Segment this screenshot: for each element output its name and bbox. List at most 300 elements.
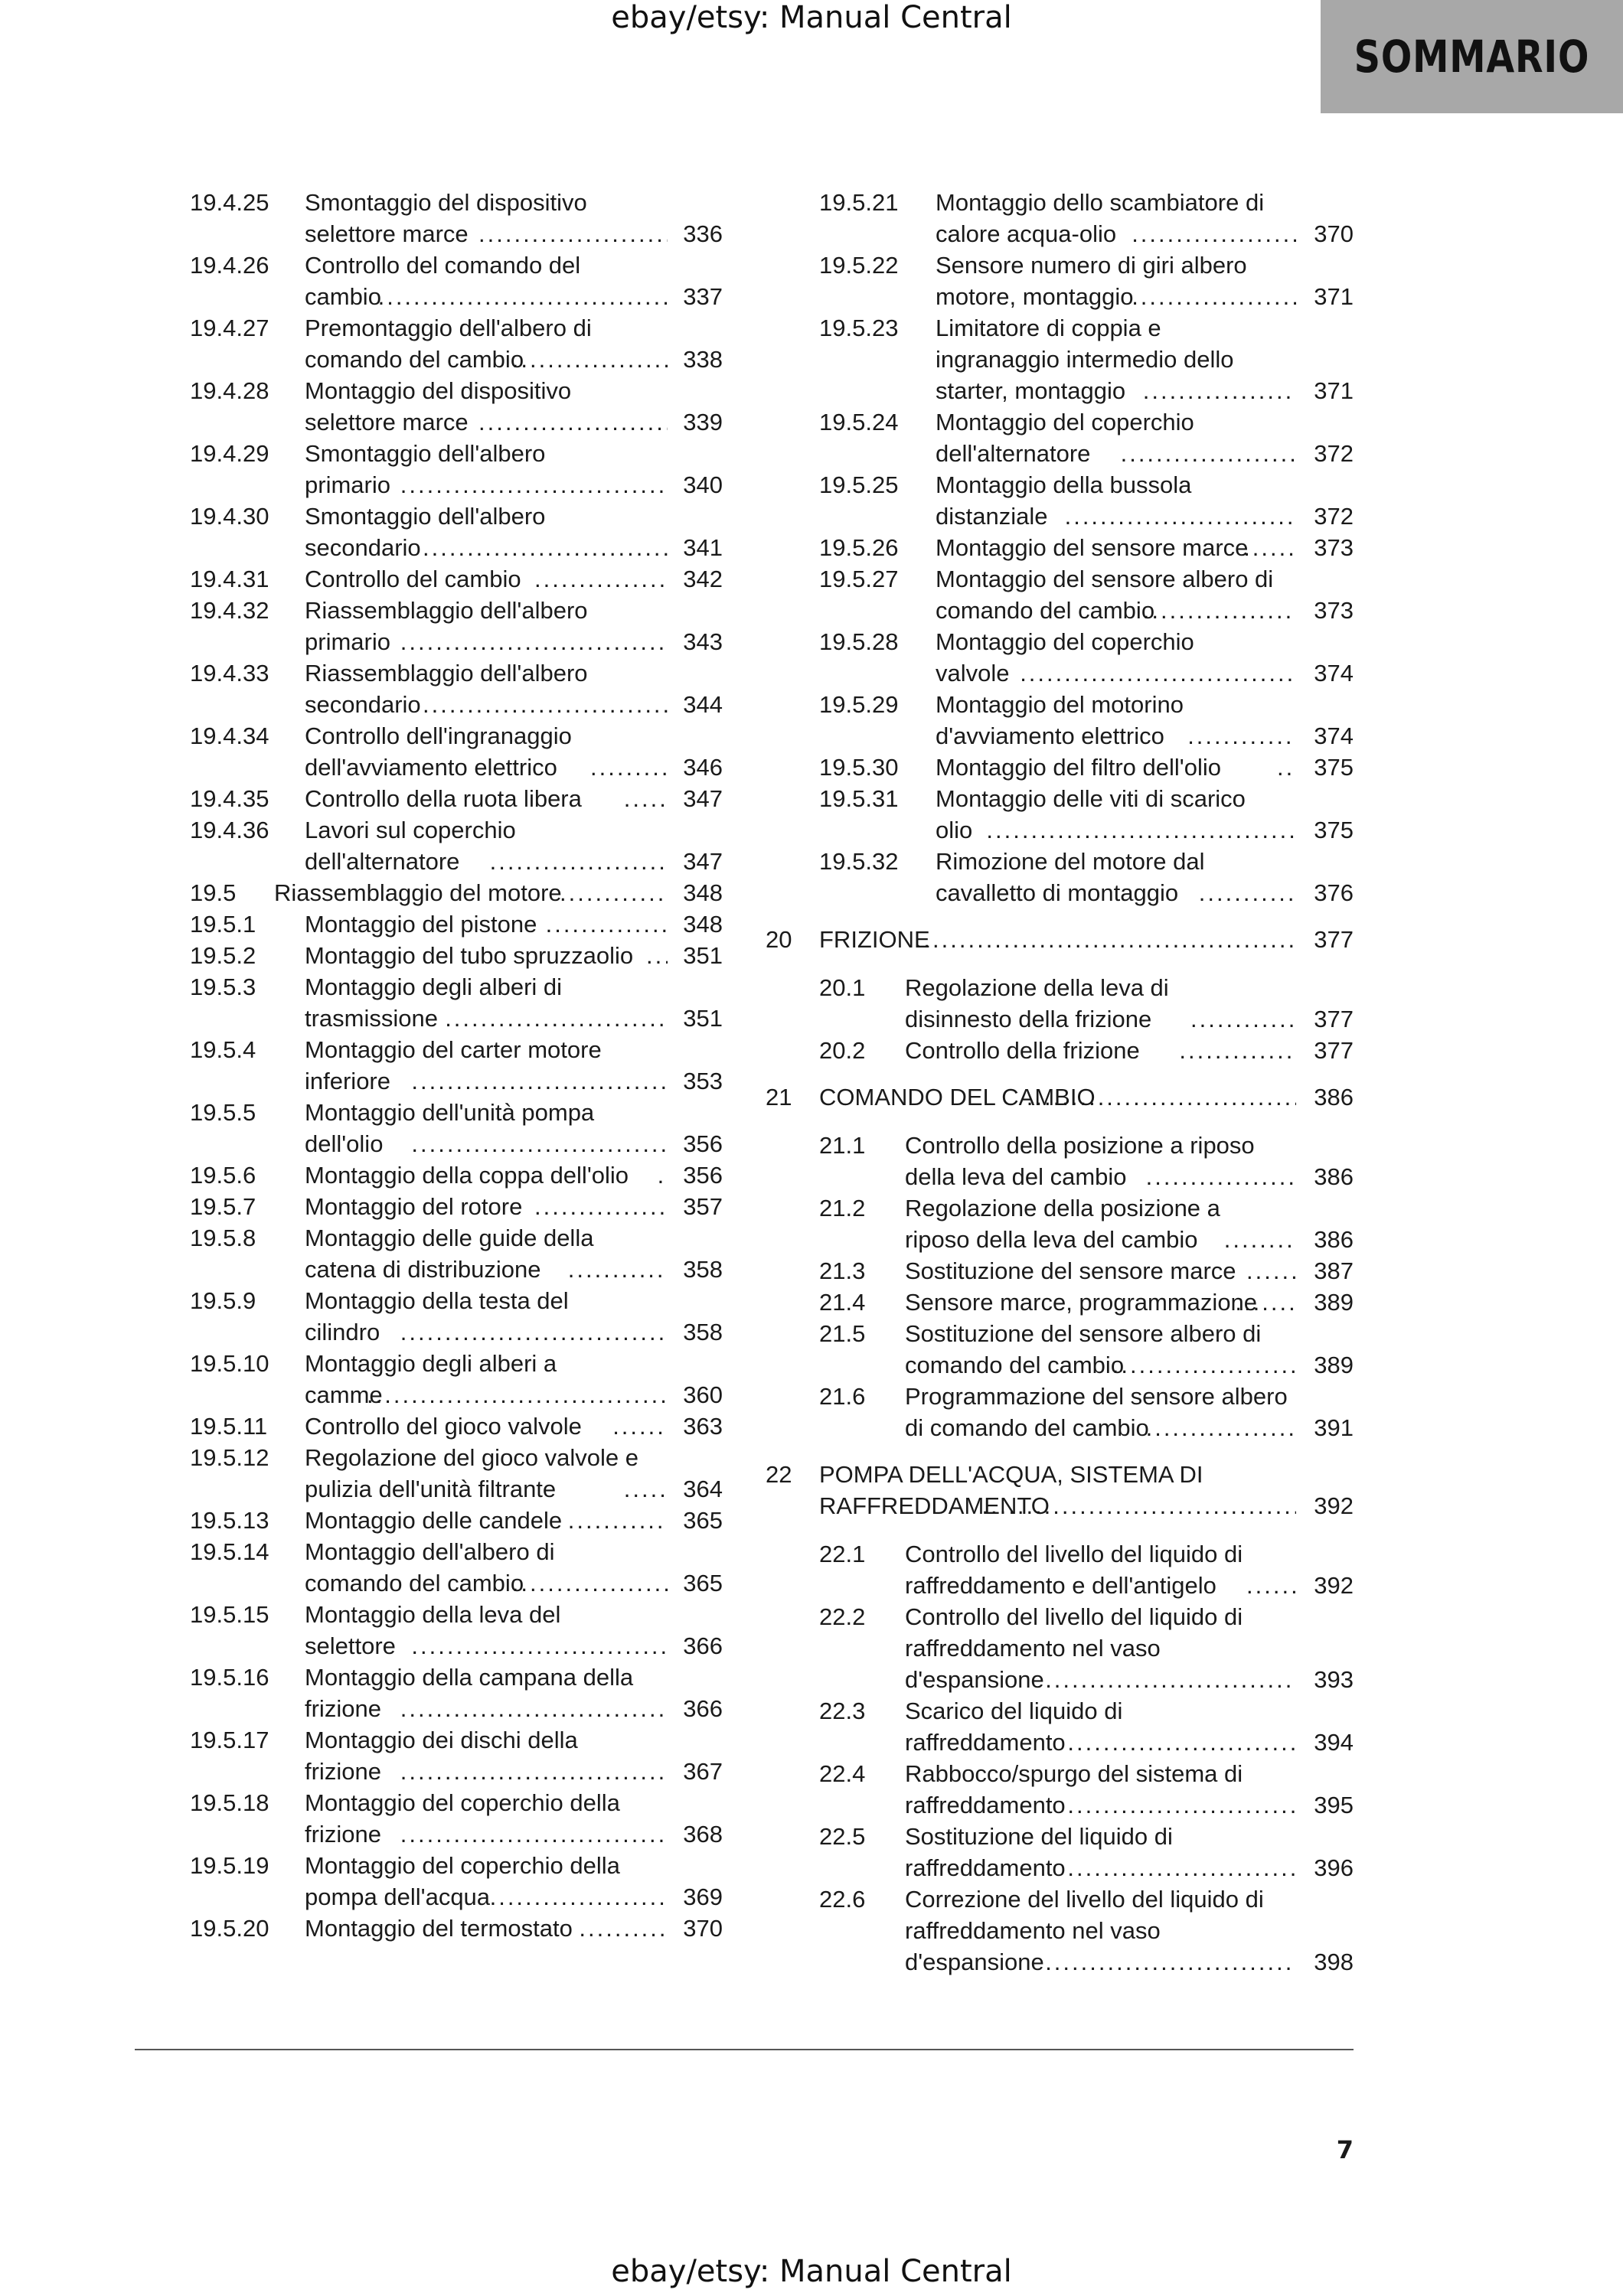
toc-page-number: 374	[1314, 660, 1354, 687]
toc-leader-dots	[1190, 1004, 1296, 1035]
toc-entry-title: raffreddamento e dell'antigelo	[905, 1572, 1216, 1599]
toc-entry-title: Sostituzione del liquido di	[905, 1823, 1173, 1850]
toc-leader-dots	[400, 627, 668, 657]
toc-entry-number: 19.5.29	[819, 691, 899, 718]
toc-entry-title: Montaggio dei dischi della	[305, 1727, 578, 1753]
toc-leader-dots	[1246, 1570, 1296, 1601]
watermark-bottom: ebay/etsy: Manual Central	[611, 2254, 1012, 2289]
toc-entry-number: 19.4.30	[190, 503, 269, 530]
toc-page-number: 366	[683, 1632, 723, 1659]
toc-entry-title: Sostituzione del sensore marce	[905, 1257, 1236, 1284]
toc-leader-dots	[1199, 878, 1296, 908]
toc-entry-title: Regolazione della leva di	[905, 974, 1169, 1001]
toc-entry-number: 21.1	[819, 1132, 866, 1159]
toc-entry-title: cilindro	[305, 1319, 380, 1345]
toc-leader-dots	[1020, 658, 1296, 689]
toc-entry-title: dell'avviamento elettrico	[305, 754, 557, 781]
toc-entry-number: 19.5.17	[190, 1727, 269, 1753]
toc-page-number: 377	[1314, 1037, 1354, 1064]
toc-leader-dots	[445, 1003, 668, 1034]
toc-leader-dots	[1067, 1853, 1296, 1883]
section-title: SOMMARIO	[1354, 31, 1590, 83]
toc-leader-dots	[981, 1491, 1296, 1521]
toc-entry-title: Correzione del livello del liquido di	[905, 1886, 1264, 1913]
toc-leader-dots	[490, 1882, 668, 1913]
toc-entry-number: 19.5.20	[190, 1915, 269, 1942]
toc-entry-number: 19.4.36	[190, 817, 269, 843]
toc-entry-number: 19.4.28	[190, 377, 269, 404]
toc-leader-dots	[568, 1254, 668, 1285]
toc-page-number: 398	[1314, 1949, 1354, 1975]
toc-page-number: 396	[1314, 1854, 1354, 1881]
toc-entry-number: 19.5.13	[190, 1507, 269, 1534]
toc-page-number: 373	[1314, 597, 1354, 624]
toc-entry-title: frizione	[305, 1695, 381, 1722]
toc-entry-title: POMPA DELL'ACQUA, SISTEMA DI	[819, 1461, 1203, 1488]
toc-entry-number: 19.5.24	[819, 409, 899, 435]
toc-entry-number: 19.5.25	[819, 471, 899, 498]
toc-page-number: 373	[1314, 534, 1354, 561]
toc-entry-title: raffreddamento nel vaso	[905, 1635, 1161, 1662]
toc-leader-dots	[1045, 1665, 1296, 1695]
toc-entry-number: 19.5.10	[190, 1350, 269, 1377]
toc-leader-dots	[658, 1160, 668, 1191]
page-number: 7	[1336, 2135, 1354, 2164]
toc-leader-dots	[1067, 1727, 1296, 1758]
toc-entry-title: pulizia dell'unità filtrante	[305, 1476, 557, 1502]
toc-entry-number: 19.4.25	[190, 189, 269, 216]
toc-leader-dots	[568, 1505, 668, 1536]
toc-entry-number: 19.4.33	[190, 660, 269, 687]
toc-entry-title: primario	[305, 628, 390, 655]
toc-page-number: 367	[683, 1758, 723, 1785]
toc-entry-title: Montaggio del coperchio della	[305, 1852, 620, 1879]
toc-leader-dots	[646, 941, 668, 971]
toc-entry-title: Montaggio del sensore marce	[936, 534, 1249, 561]
toc-leader-dots	[1246, 1256, 1296, 1287]
toc-entry-title: Montaggio delle candele	[305, 1507, 563, 1534]
toc-entry-title: Rimozione del motore dal	[936, 848, 1205, 875]
toc-entry-number: 19.5.31	[819, 785, 899, 812]
toc-entry-number: 21	[766, 1084, 792, 1110]
toc-entry-title: Smontaggio dell'albero	[305, 503, 546, 530]
toc-page-number: 369	[683, 1883, 723, 1910]
toc-page-number: 377	[1314, 926, 1354, 953]
toc-entry-title: raffreddamento	[905, 1854, 1066, 1881]
toc-entry-title: Montaggio del coperchio	[936, 628, 1194, 655]
toc-leader-dots	[1179, 1035, 1296, 1066]
toc-page-number: 348	[683, 911, 723, 938]
toc-entry-number: 21.5	[819, 1320, 866, 1347]
toc-entry-number: 22.5	[819, 1823, 866, 1850]
toc-leader-dots	[411, 1631, 668, 1662]
toc-leader-dots	[1132, 219, 1296, 249]
toc-leader-dots	[400, 470, 668, 501]
toc-entry-title: Montaggio del pistone	[305, 911, 537, 938]
toc-entry-number: 19.5.1	[190, 911, 256, 938]
toc-entry-title: primario	[305, 471, 390, 498]
toc-leader-dots	[490, 846, 668, 877]
toc-leader-dots	[411, 1129, 668, 1159]
toc-entry-number: 19.5.14	[190, 1538, 269, 1565]
toc-entry-title: Montaggio dello scambiatore di	[936, 189, 1265, 216]
toc-entry-title: Montaggio degli alberi a	[305, 1350, 557, 1377]
toc-entry-title: Montaggio della coppa dell'olio	[305, 1162, 629, 1189]
toc-page-number: 358	[683, 1256, 723, 1283]
toc-entry-title: trasmissione	[305, 1005, 438, 1032]
toc-entry-number: 20	[766, 926, 792, 953]
toc-page-number: 376	[1314, 879, 1354, 906]
toc-page-number: 365	[683, 1507, 723, 1534]
toc-entry-number: 19.5.30	[819, 754, 899, 781]
toc-entry-title: Montaggio delle viti di scarico	[936, 785, 1246, 812]
toc-page-number: 375	[1314, 817, 1354, 843]
toc-entry-title: Montaggio del motorino	[936, 691, 1184, 718]
toc-leader-dots	[560, 878, 668, 908]
toc-page-number: 358	[683, 1319, 723, 1345]
toc-entry-title: Controllo del livello del liquido di	[905, 1541, 1243, 1567]
toc-leader-dots	[534, 1192, 668, 1222]
toc-page-number: 371	[1314, 377, 1354, 404]
toc-leader-dots	[1187, 721, 1296, 752]
toc-entry-title: Montaggio della campana della	[305, 1664, 634, 1691]
toc-entry-number: 19.5.28	[819, 628, 899, 655]
toc-entry-title: Montaggio del termostato	[305, 1915, 573, 1942]
toc-entry-number: 19.5.8	[190, 1225, 256, 1251]
toc-entry-title: Controllo della ruota libera	[305, 785, 582, 812]
toc-entry-number: 19.5.32	[819, 848, 899, 875]
toc-page-number: 339	[683, 409, 723, 435]
toc-page-number: 370	[1314, 220, 1354, 247]
toc-page-number: 371	[1314, 283, 1354, 310]
toc-entry-number: 22.6	[819, 1886, 866, 1913]
toc-page-number: 351	[683, 942, 723, 969]
toc-entry-title: Montaggio del filtro dell'olio	[936, 754, 1221, 781]
toc-entry-title: cavalletto di montaggio	[936, 879, 1179, 906]
toc-entry-title: Montaggio della bussola	[936, 471, 1192, 498]
toc-page-number: 356	[683, 1130, 723, 1157]
toc-entry-title: frizione	[305, 1758, 381, 1785]
toc-page-number: 364	[683, 1476, 723, 1502]
toc-entry-number: 20.2	[819, 1037, 866, 1064]
toc-entry-number: 19.4.32	[190, 597, 269, 624]
toc-entry-title: Montaggio della leva del	[305, 1601, 561, 1628]
toc-entry-title: comando del cambio	[305, 346, 524, 373]
toc-leader-dots	[1067, 1790, 1296, 1821]
toc-page-number: 389	[1314, 1352, 1354, 1378]
toc-entry-number: 19.4.31	[190, 566, 269, 592]
toc-entry-number: 19.4.29	[190, 440, 269, 467]
toc-leader-dots	[624, 1474, 668, 1505]
toc-leader-dots	[1277, 752, 1296, 783]
toc-page-number: 336	[683, 220, 723, 247]
toc-page-number: 395	[1314, 1792, 1354, 1818]
toc-page-number: 391	[1314, 1414, 1354, 1441]
toc-entry-title: camme	[305, 1381, 383, 1408]
toc-entry-title: ingranaggio intermedio dello	[936, 346, 1234, 373]
toc-page-number: 386	[1314, 1084, 1354, 1110]
toc-entry-title: Controllo della posizione a riposo	[905, 1132, 1255, 1159]
toc-entry-number: 19.5.12	[190, 1444, 269, 1471]
toc-entry-title: Riassemblaggio dell'albero	[305, 660, 588, 687]
toc-leader-dots	[400, 1819, 668, 1850]
toc-page-number: 338	[683, 346, 723, 373]
toc-page-number: 394	[1314, 1729, 1354, 1756]
toc-entry-number: 19.4.26	[190, 252, 269, 279]
toc-leader-dots	[512, 1568, 668, 1599]
toc-entry-title: frizione	[305, 1821, 381, 1848]
toc-page-number: 386	[1314, 1226, 1354, 1253]
toc-entry-title: d'espansione	[905, 1666, 1044, 1693]
toc-entry-title: calore acqua-olio	[936, 220, 1117, 247]
toc-entry-title: Montaggio dell'albero di	[305, 1538, 555, 1565]
toc-entry-title: raffreddamento	[905, 1792, 1066, 1818]
toc-entry-title: Montaggio del dispositivo	[305, 377, 572, 404]
section-tab	[1321, 0, 1623, 113]
toc-leader-dots	[1243, 533, 1296, 563]
toc-page-number: 372	[1314, 503, 1354, 530]
toc-entry-title: olio	[936, 817, 973, 843]
toc-entry-number: 19.5.18	[190, 1789, 269, 1816]
toc-entry-number: 21.3	[819, 1257, 866, 1284]
toc-entry-number: 19.5.22	[819, 252, 899, 279]
toc-page-number: 377	[1314, 1006, 1354, 1032]
toc-leader-dots	[1027, 1082, 1296, 1113]
toc-page-number: 393	[1314, 1666, 1354, 1693]
toc-entry-number: 19.5.19	[190, 1852, 269, 1879]
toc-page-number: 374	[1314, 722, 1354, 749]
toc-entry-title: COMANDO DEL CAMBIO	[819, 1084, 1096, 1110]
toc-page-number: 357	[683, 1193, 723, 1220]
toc-page-number: 366	[683, 1695, 723, 1722]
toc-leader-dots	[534, 564, 668, 595]
toc-leader-dots	[579, 1913, 668, 1944]
toc-entry-number: 22.2	[819, 1603, 866, 1630]
toc-page-number: 348	[683, 879, 723, 906]
toc-entry-title: Scarico del liquido di	[905, 1698, 1123, 1724]
toc-entry-title: Riassemblaggio dell'albero	[305, 597, 588, 624]
toc-entry-title: Lavori sul coperchio	[305, 817, 516, 843]
toc-entry-title: pompa dell'acqua	[305, 1883, 491, 1910]
toc-leader-dots	[423, 690, 668, 720]
toc-entry-number: 22	[766, 1461, 792, 1488]
toc-page-number: 343	[683, 628, 723, 655]
toc-entry-title: Sensore numero di giri albero	[936, 252, 1247, 279]
toc-entry-title: Controllo dell'ingranaggio	[305, 722, 572, 749]
toc-entry-title: selettore	[305, 1632, 396, 1659]
toc-entry-number: 19.5.2	[190, 942, 256, 969]
toc-page-number: 370	[683, 1915, 723, 1942]
toc-leader-dots	[1224, 1225, 1296, 1255]
toc-entry-title: Regolazione della posizione a	[905, 1195, 1220, 1221]
toc-entry-number: 19.5.5	[190, 1099, 256, 1126]
toc-leader-dots	[400, 1694, 668, 1724]
toc-entry-title: Sensore marce, programmazione	[905, 1289, 1258, 1316]
toc-entry-number: 22.4	[819, 1760, 866, 1787]
toc-entry-number: 19.5.23	[819, 315, 899, 341]
toc-entry-title: Rabbocco/spurgo del sistema di	[905, 1760, 1243, 1787]
toc-entry-number: 19.5.4	[190, 1036, 256, 1063]
toc-entry-title: FRIZIONE	[819, 926, 930, 953]
toc-entry-number: 21.6	[819, 1383, 866, 1410]
toc-entry-number: 19.4.27	[190, 315, 269, 341]
toc-entry-title: Programmazione del sensore albero	[905, 1383, 1288, 1410]
toc-entry-number: 19.5.6	[190, 1162, 256, 1189]
toc-entry-number: 19.5.11	[190, 1413, 268, 1440]
toc-entry-title: raffreddamento	[905, 1729, 1066, 1756]
toc-page-number: 344	[683, 691, 723, 718]
toc-page-number: 392	[1314, 1572, 1354, 1599]
toc-entry-title: catena di distribuzione	[305, 1256, 541, 1283]
toc-entry-title: Premontaggio dell'albero di	[305, 315, 592, 341]
toc-entry-number: 21.2	[819, 1195, 866, 1221]
toc-entry-title: RAFFREDDAMENTO	[819, 1492, 1050, 1519]
toc-entry-title: Montaggio dell'unità pompa	[305, 1099, 595, 1126]
toc-entry-number: 19.5.9	[190, 1287, 256, 1314]
toc-entry-title: dell'alternatore	[936, 440, 1091, 467]
toc-entry-title: Controllo del livello del liquido di	[905, 1603, 1243, 1630]
toc-entry-title: dell'olio	[305, 1130, 384, 1157]
toc-entry-title: Montaggio del carter motore	[305, 1036, 602, 1063]
toc-entry-title: Montaggio del sensore albero di	[936, 566, 1274, 592]
toc-leader-dots	[411, 1066, 668, 1097]
toc-entry-title: starter, montaggio	[936, 377, 1126, 404]
toc-entry-number: 19.5.21	[819, 189, 899, 216]
toc-leader-dots	[1112, 1350, 1296, 1381]
toc-leader-dots	[378, 282, 668, 312]
toc-entry-number: 19.5.3	[190, 974, 256, 1000]
toc-leader-dots	[1045, 1947, 1296, 1978]
toc-entry-title: raffreddamento nel vaso	[905, 1917, 1161, 1944]
toc-leader-dots	[1065, 501, 1296, 532]
toc-leader-dots	[400, 1317, 668, 1348]
toc-entry-title: secondario	[305, 534, 421, 561]
toc-page-number: 351	[683, 1005, 723, 1032]
toc-entry-title: Montaggio del rotore	[305, 1193, 523, 1220]
toc-page-number: 347	[683, 848, 723, 875]
toc-leader-dots	[612, 1411, 668, 1442]
toc-entry-title: d'avviamento elettrico	[936, 722, 1164, 749]
toc-entry-title: Montaggio delle guide della	[305, 1225, 594, 1251]
toc-entry-number: 21.4	[819, 1289, 866, 1316]
toc-page-number: 375	[1314, 754, 1354, 781]
toc-leader-dots	[1146, 1413, 1296, 1443]
toc-leader-dots	[546, 909, 668, 940]
toc-entry-number: 22.3	[819, 1698, 866, 1724]
toc-entry-title: disinnesto della frizione	[905, 1006, 1152, 1032]
toc-page-number: 346	[683, 754, 723, 781]
toc-entry-title: Regolazione del gioco valvole e	[305, 1444, 639, 1471]
toc-entry-title: comando del cambio	[305, 1570, 524, 1596]
toc-entry-number: 19.5.7	[190, 1193, 256, 1220]
toc-page-number: 363	[683, 1413, 723, 1440]
watermark-top: ebay/etsy: Manual Central	[611, 0, 1012, 35]
toc-entry-title: Controllo della frizione	[905, 1037, 1140, 1064]
toc-entry-title: selettore marce	[305, 409, 469, 435]
toc-entry-title: d'espansione	[905, 1949, 1044, 1975]
toc-page-number: 337	[683, 283, 723, 310]
toc-entry-title: Riassemblaggio del motore	[274, 879, 562, 906]
toc-entry-number: 20.1	[819, 974, 866, 1001]
toc-page-number: 389	[1314, 1289, 1354, 1316]
toc-leader-dots	[400, 1756, 668, 1787]
toc-entry-title: motore, montaggio	[936, 283, 1134, 310]
toc-entry-title: Montaggio del coperchio	[936, 409, 1194, 435]
toc-page-number: 387	[1314, 1257, 1354, 1284]
toc-entry-number: 19.5	[190, 879, 237, 906]
toc-leader-dots	[624, 784, 668, 814]
toc-page-number: 386	[1314, 1163, 1354, 1190]
toc-entry-title: cambio	[305, 283, 381, 310]
toc-entry-title: distanziale	[936, 503, 1048, 530]
toc-entry-title: Montaggio della testa del	[305, 1287, 569, 1314]
toc-leader-dots	[1146, 1162, 1296, 1192]
toc-entry-number: 19.4.34	[190, 722, 269, 749]
toc-leader-dots	[1132, 282, 1296, 312]
toc-entry-number: 19.5.26	[819, 534, 899, 561]
toc-leader-dots	[1143, 595, 1296, 626]
toc-page-number: 356	[683, 1162, 723, 1189]
toc-entry-title: dell'alternatore	[305, 848, 460, 875]
toc-page-number: 353	[683, 1068, 723, 1094]
toc-entry-title: Controllo del cambio	[305, 566, 521, 592]
toc-page-number: 340	[683, 471, 723, 498]
footer-divider	[135, 2049, 1354, 2050]
toc-entry-number: 22.1	[819, 1541, 866, 1567]
toc-entry-title: Controllo del comando del	[305, 252, 581, 279]
toc-entry-title: Montaggio del coperchio della	[305, 1789, 620, 1816]
toc-leader-dots	[1235, 1287, 1296, 1318]
toc-entry-title: di comando del cambio	[905, 1414, 1149, 1441]
toc-entry-title: selettore marce	[305, 220, 469, 247]
toc-entry-number: 19.5.16	[190, 1664, 269, 1691]
toc-entry-title: inferiore	[305, 1068, 390, 1094]
toc-page-number: 368	[683, 1821, 723, 1848]
toc-leader-dots	[1143, 376, 1296, 406]
toc-page-number: 342	[683, 566, 723, 592]
toc-page-number: 392	[1314, 1492, 1354, 1519]
toc-page-number: 365	[683, 1570, 723, 1596]
toc-leader-dots	[915, 925, 1296, 955]
toc-entry-title: Smontaggio dell'albero	[305, 440, 546, 467]
toc-leader-dots	[1121, 439, 1296, 469]
toc-entry-title: Limitatore di coppia e	[936, 315, 1161, 341]
toc-entry-title: riposo della leva del cambio	[905, 1226, 1198, 1253]
toc-entry-title: Smontaggio del dispositivo	[305, 189, 587, 216]
toc-leader-dots	[512, 344, 668, 375]
toc-entry-title: comando del cambio	[905, 1352, 1125, 1378]
toc-entry-number: 19.5.27	[819, 566, 899, 592]
toc-entry-title: Montaggio del tubo spruzzaolio	[305, 942, 634, 969]
toc-entry-title: della leva del cambio	[905, 1163, 1127, 1190]
toc-leader-dots	[478, 407, 668, 438]
toc-page-number: 347	[683, 785, 723, 812]
toc-entry-title: Controllo del gioco valvole	[305, 1413, 582, 1440]
toc-page-number: 341	[683, 534, 723, 561]
toc-leader-dots	[590, 752, 668, 783]
toc-entry-number: 19.5.15	[190, 1601, 269, 1628]
toc-entry-title: Montaggio degli alberi di	[305, 974, 563, 1000]
toc-entry-number: 19.4.35	[190, 785, 269, 812]
toc-page-number: 372	[1314, 440, 1354, 467]
toc-leader-dots	[423, 533, 668, 563]
toc-page-number: 360	[683, 1381, 723, 1408]
toc-leader-dots	[367, 1380, 668, 1411]
toc-entry-title: Sostituzione del sensore albero di	[905, 1320, 1262, 1347]
toc-entry-title: valvole	[936, 660, 1010, 687]
toc-entry-title: secondario	[305, 691, 421, 718]
toc-entry-title: comando del cambio	[936, 597, 1155, 624]
